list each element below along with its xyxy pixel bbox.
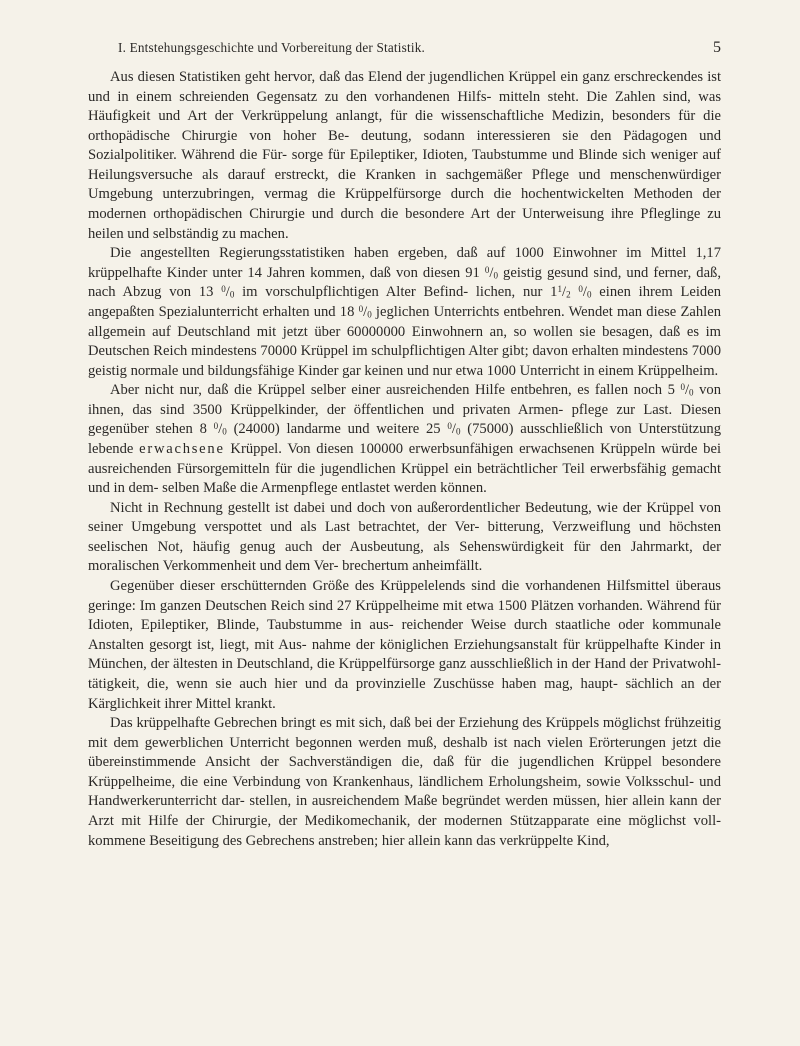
paragraph-2: Die angestellten Regierungsstatistiken haben ergeben, daß auf 1000 Einwohner im Mittel 1,17 krüppelhafte Kinder unter 14 Jahren kommen, daß von diesen 91 $^0/_0$ geistig gesund sind, und ferner, daß, nach Abzug von 13 $^0/_0$ im vorschulpflichtigen Alter Befind- lichen, nur $1^1/_2$ $^0/_0$ einen ihrem Leiden angepaßten Spezialunterricht erhalten und 18 $^0/_0$ jeglichen Unterrichts entbehren. Wendet man diese Zahlen allgemein auf Deutschland mit jetzt über 60000000 Einwohnern an, so wollen sie besagen, daß es im Deutschen Reich mindestens 70000 Krüppel im schulpflichtigen Alter gibt; davon erhalten mindestens 7000 geistig normale und bildungsfähige Kinder gar keinen und nur etwa 1000 Unterricht in einem Krüppelheim. [88,245,722,379]
paragraph-1: Aus diesen Statistiken geht hervor, daß das Elend der jugendlichen Krüppel ein ganz erschreckendes ist und in einem schreienden Gegensatz zu den vorhandenen Hilfs- mitteln steht. Die Zahlen sind, was Häufigkeit und Art der Verkrüppelung anlangt, für die wissenschaftliche Medizin, besonders für die orthopädische Chirurgie von hoher Be- deutung, sodann interessieren sie den Pädagogen und Sozialpolitiker. Während die Für- sorge für Epileptiker, Idioten, Taubstumme und Blinde sich weniger auf Heilungsversuche als darauf erstreckt, die Kranken in sachgemäßer Pflege und menschenwürdiger Umgebung unterzubringen, vermag die Krüppelfürsorge durch die hochentwickelten Methoden der modernen orthopädischen Chirurgie und durch die besondere Art der Unterweisung ihre Pfleglinge zu heilen und selbständig zu machen. [88,69,721,242]
paragraph-3: Aber nicht nur, daß die Krüppel selber einer ausreichenden Hilfe entbehren, es fallen noch 5 $^0/_0$ von ihnen, das sind 3500 Krüppelkinder, der öffentlichen und privaten Armen- pflege zur Last. Diesen gegenüber stehen 8 $^0/_0$ (24000) landarme und weitere 25 $^0/_0$ (75000) ausschließlich von Unterstützung lebende erwachsene Krüppel. Von diesen 100000 erwerbsunfähigen erwachsenen Krüppeln würde bei ausreichenden Fürsorgemitteln für die jugendlichen Krüppel ein beträchtlicher Teil erwerbsfähig gemacht und in dem- selben Maße die Armenpflege entlastet werden können. [88,382,721,497]
body-text [88,68,721,851]
paragraph-4: Nicht in Rechnung gestellt ist dabei und doch von außerordentlicher Bedeutung, wie der Krüppel von seiner Umgebung verspottet und als Last betrachtet, der Ver- bitterung, Verzweiflung und höchsten seelischen Not, häufig genug auch der Ausbeutung, als Sehenswürdigkeit für den Jahrmarkt, der moralischen Verkommenheit und dem Ver- brechertum anheimfällt. [88,499,721,575]
paragraph-5: Gegenüber dieser erschütternden Größe des Krüppelelends sind die vorhandenen Hilfsmittel überaus geringe: Im ganzen Deutschen Reich sind 27 Krüppelheime mit etwa 1500 Plätzen vorhanden. Während für Idioten, Epileptiker, Blinde, Taubstumme in aus- reichender Weise durch staatliche oder kommunale Anstalten gesorgt ist, liegt, mit Aus- nahme der königlichen Erziehungsanstalt für krüppelhafte Kinder in München, der ältesten in Deutschland, die Krüppelfürsorge ganz ausschließlich in der Hand der Privatwohl- tätigkeit, die, wenn sie auch hier und da provinzielle Zuschüsse haben mag, haupt- sächlich an der Kärglichkeit ihrer Mittel krankt. [88,578,721,712]
page-number: 5 [713,39,721,56]
running-title: I. Entstehungsgeschichte und Vorbereitung der Statistik. [118,40,426,55]
paragraph-6: Das krüppelhafte Gebrechen bringt es mit sich, daß bei der Erziehung des Krüppels möglichst frühzeitig mit dem gewerblichen Unterricht begonnen werden muß, deshalb ist nach vielen Erörterungen jetzt die übereinstimmende Ansicht der Sachverständigen die, daß für die jugendlichen Krüppel besondere Krüppelheime, die eine Verbindung von Krankenhaus, ländlichem Erholungsheim, sowie Volksschul- und Handwerkerunterricht dar- stellen, in ausreichendem Maße begründet werden müssen, hier allein kann der Arzt mit Hilfe der Chirurgie, der Medikomechanik, der modernen Stützapparate eine möglichst voll- kommene Beseitigung des Gebrechens anstreben; hier allein kann das verkrüppelte Kind, [88,715,721,849]
running-head [88,38,721,58]
spaced-emphasis: erwachsene [139,440,225,457]
